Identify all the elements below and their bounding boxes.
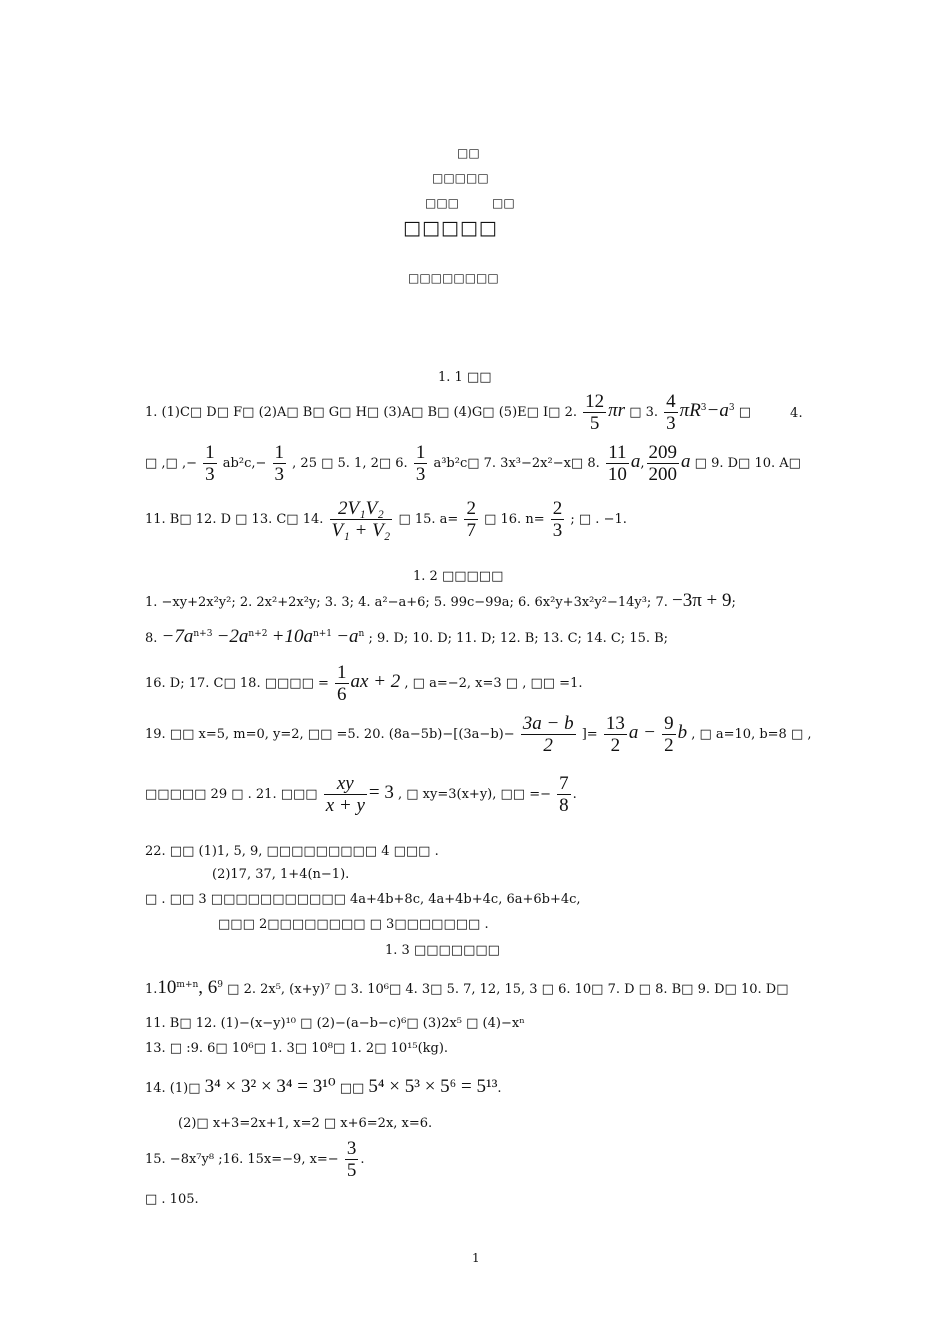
answer-row-1-3-f: 15. −8x⁷y⁸ ;16. 15x=−9, x=− $\frac{3}{5}$ . [145, 1138, 365, 1181]
answer-row-1-2-a: 1. −xy+2x²y²; 2. 2x²+2x²y; 3. 3; 4. a²−a+6; 5. 99c−99a; 6. 6x²y+3x²y²−14y³; 7. −3π + 9; [145, 590, 736, 611]
answer-row-1-1-a: 1. (1)C□ D□ F□ (2)A□ B□ G□ H□ (3)A□ B□ (4)G□ (5)E□ I□ 2. $\frac{12}{5}$ πr □ 3. $\frac{4}{3}$ $\pi R^3-a^3$ □ [145, 391, 752, 434]
fraction: $\frac{\text{2V₁V₂}}{\text{V₁ + V₂}}$ [331, 498, 391, 541]
answer-text: □ [738, 405, 752, 420]
answer-row-1-2-b: 8. $-7a^{n+3} -2a^{n+2} +10a^{n+1} -a^n$ ; 9. D; 10. D; 11. D; 12. B; 13. C; 14. C; 15. B; [145, 626, 669, 647]
answer-text: , □ a=10, b=8 □ , [691, 727, 812, 742]
fraction: $\frac{4}{3}$ [666, 391, 676, 434]
answer-text: 8. [145, 631, 158, 646]
answer-text: ab²c,− [222, 456, 267, 471]
answer-row-1-2-i: □□□ 2□□□□□□□□ □ 3□□□□□□□ . [218, 917, 489, 932]
page-number: 1 [472, 1251, 480, 1265]
answer-text: ; 9. D; 10. D; 11. D; 12. B; 13. C; 14. C; 15. B; [368, 631, 669, 646]
section-heading-1-1: 1. 1 □□ [438, 370, 492, 385]
answer-text: , 25 □ 5. 1, 2□ 6. [292, 456, 408, 471]
header-line-1: □□ [457, 146, 480, 160]
answer-text: □ 3. [629, 405, 659, 420]
answer-text: , □ xy=3(x+y), □□ =− [398, 787, 551, 802]
fraction: $\frac{2}{7}$ [466, 498, 476, 541]
header-line-3b: □□ [492, 196, 515, 210]
fraction: $\frac{1}{3}$ [205, 442, 215, 485]
math-term: 5⁴ × 5³ × 5⁶ = 5¹³ [368, 1076, 498, 1097]
answer-text: 16. D; 17. C□ 18. □□□□ = [145, 676, 329, 691]
answer-row-1-2-h: □ . □□ 3 □□□□□□□□□□□ 4a+4b+8c, 4a+4b+4c, 6a+6b+4c, [145, 892, 581, 907]
answer-text: 1. (1)C□ D□ F□ (2)A□ B□ G□ H□ (3)A□ B□ (4)G□ (5)E□ I□ 2. [145, 405, 577, 420]
answer-text: ]= [581, 727, 598, 742]
fraction: $\frac{3}{5}$ [346, 1138, 357, 1181]
answer-text: □□ [339, 1081, 365, 1096]
answer-row-1-1-b: □ ,□ ,− $\frac{1}{3}$ ab²c,− $\frac{1}{3}$ , 25 □ 5. 1, 2□ 6. $\frac{1}{3}$ a³b²c□ 7. 3x³−2x²−x□ 8. $\frac{11}{10}$ a, $\frac{209}{200}$ a □ 9. D□ 10. A□ [145, 442, 801, 485]
math-term: πr [608, 400, 626, 421]
answer-row-1-2-e: □□□□□ 29 □ . 21. □□□ $\frac{xy}{x + y}$ = 3 , □ xy=3(x+y), □□ =− $\frac{7}{8}$ . [145, 773, 577, 816]
answer-text: □ 9. D□ 10. A□ [694, 456, 801, 471]
section-heading-1-2: 1. 2 □□□□□ [413, 569, 504, 584]
fraction: $\frac{13}{2}$ [605, 713, 625, 756]
answer-text: □ 16. n= [484, 512, 545, 527]
answer-row-1-3-g: □ . 105. [145, 1192, 199, 1207]
answer-text: 15. −8x⁷y⁸ ;16. 15x=−9, x=− [145, 1152, 339, 1167]
header-line-3a: □□□ [425, 196, 460, 210]
answer-text: 11. B□ 12. D □ 13. C□ 14. [145, 512, 324, 527]
answer-text: 19. □□ x=5, m=0, y=2, □□ =5. 20. (8a−5b)−[(3a−b)− [145, 727, 515, 742]
document-subtitle: □□□□□□□□ [408, 271, 499, 285]
answer-row-1-2-f: 22. □□ (1)1, 5, 9, □□□□□□□□□ 4 □□□ . [145, 844, 439, 859]
fraction: $\frac{7}{8}$ [559, 773, 569, 816]
answer-row-1-2-g: (2)17, 37, 1+4(n−1). [212, 867, 350, 882]
answer-row-1-3-a: $1.10^{m+n}$, $6^9$ □ 2. 2x⁵, (x+y)⁷ □ 3. 10⁶□ 4. 3□ 5. 7, 12, 15, 3 □ 6. 10□ 7. D □ 8. B□ 9. D□ 10. D□ [145, 977, 789, 998]
section-heading-1-3: 1. 3 □□□□□□□ [385, 943, 500, 958]
answer-text: □ 2. 2x⁵, (x+y)⁷ □ 3. 10⁶□ 4. 3□ 5. 7, 12, 15, 3 □ 6. 10□ 7. D □ 8. B□ 9. D□ 10. D□ [227, 982, 789, 997]
answer-item-4: 4. [790, 406, 803, 421]
fraction: $\frac{1}{6}$ [337, 662, 347, 705]
answer-row-1-3-e: (2)□ x+3=2x+1, x=2 □ x+6=2x, x=6. [178, 1116, 433, 1131]
answer-text: ; □ . −1. [570, 512, 627, 527]
answer-text: a³b²c□ 7. 3x³−2x²−x□ 8. [433, 456, 600, 471]
answer-text: 1. [145, 982, 158, 997]
fraction: $\frac{2}{3}$ [552, 498, 563, 541]
fraction: $\frac{209}{200}$ [648, 442, 678, 485]
answer-text: , □ a=−2, x=3 □ , □□ =1. [404, 676, 583, 691]
math-term: 3⁴ × 3² × 3⁴ = 3¹⁰ [204, 1076, 336, 1097]
answer-row-1-3-b: 11. B□ 12. (1)−(x−y)¹⁰ □ (2)−(a−b−c)⁶□ (3)2x⁵ □ (4)−xⁿ [145, 1016, 525, 1031]
answer-row-1-2-d: 19. □□ x=5, m=0, y=2, □□ =5. 20. (8a−5b)−[(3a−b)− $\frac{3a - b}{2}$ ]= $\frac{13}{2}$ a − $\frac{9}{2}$ b , □ a=10, b=8 □ , [145, 713, 812, 756]
answer-text: 1. −xy+2x²y²; 2. 2x²+2x²y; 3. 3; 4. a²−a+6; 5. 99c−99a; 6. 6x²y+3x²y²−14y³; 7. [145, 595, 668, 610]
answer-row-1-1-c [145, 498, 627, 541]
fraction: $\frac{12}{5}$ [585, 391, 605, 434]
fraction: $\frac{1}{3}$ [274, 442, 285, 485]
answer-row-1-2-c: 16. D; 17. C□ 18. □□□□ = $\frac{1}{6}$ ax + 2 , □ a=−2, x=3 □ , □□ =1. [145, 662, 583, 705]
answer-row-1-3-c: 13. □ :9. 6□ 10⁶□ 1. 3□ 10⁸□ 1. 2□ 10¹⁵(kg). [145, 1041, 449, 1056]
fraction: $\frac{xy}{x + y}$ [325, 773, 365, 816]
answer-text: □ 15. a= [398, 512, 459, 527]
header-line-2: □□□□□ [432, 171, 489, 185]
document-title: □□□□□ [403, 217, 498, 239]
fraction: $\frac{1}{3}$ [415, 442, 426, 485]
answer-row-1-3-d: 14. (1)□ 3⁴ × 3² × 3⁴ = 3¹⁰ □□ 5⁴ × 5³ × 5⁶ = 5¹³. [145, 1076, 502, 1097]
math-term: −a [706, 400, 729, 421]
fraction: $\frac{3a - b}{2}$ [522, 713, 574, 756]
answer-text: □□□□□ 29 □ . 21. □□□ [145, 787, 318, 802]
fraction: $\frac{9}{2}$ [664, 713, 674, 756]
math-term: πR [679, 400, 701, 421]
fraction: $\frac{11}{10}$ [607, 442, 627, 485]
answer-text: □ ,□ ,− [145, 456, 197, 471]
answer-text: 14. (1)□ [145, 1081, 201, 1096]
math-term: −3π + 9 [671, 590, 732, 611]
